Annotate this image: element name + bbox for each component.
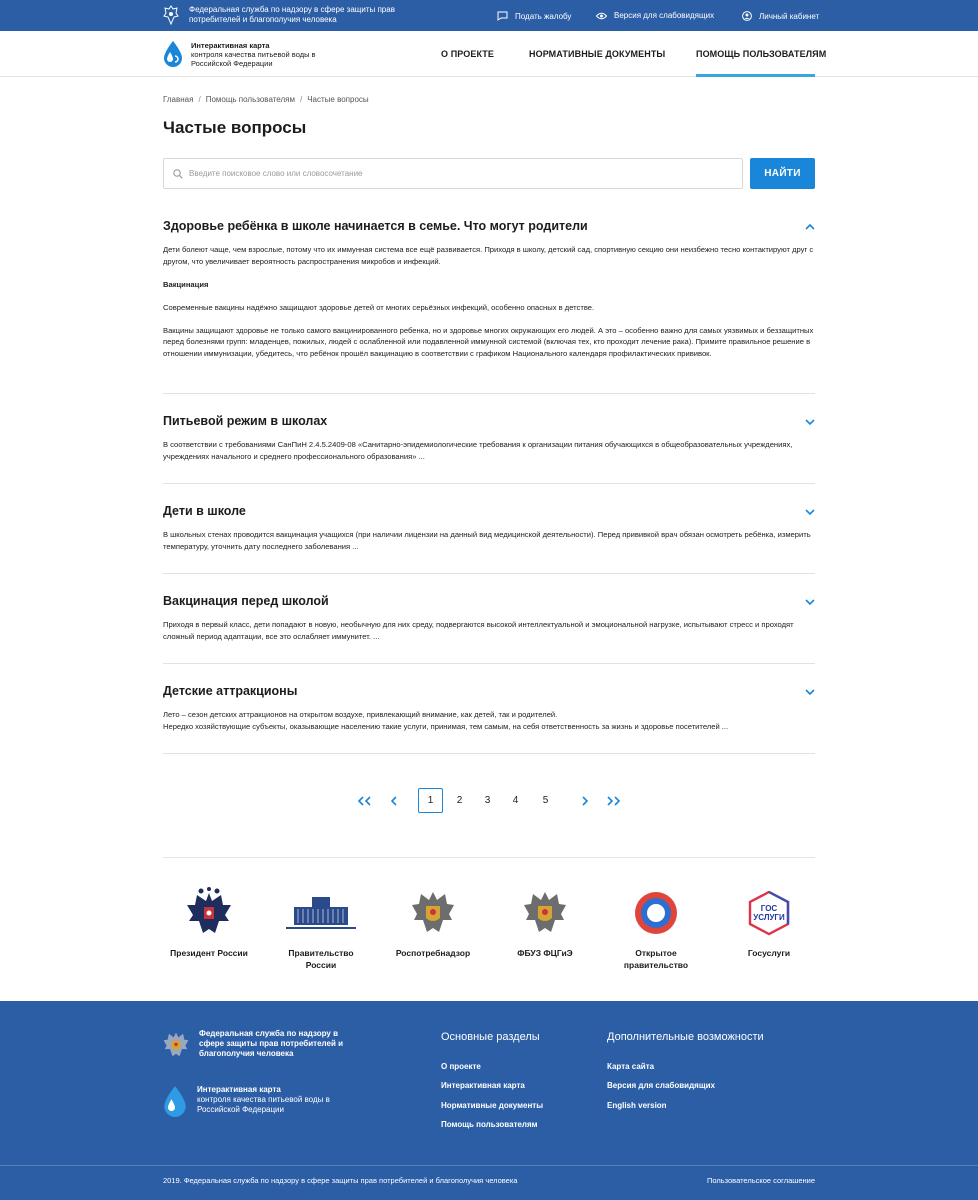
partner-fcgie[interactable] <box>500 885 590 959</box>
faq-answer <box>163 244 815 371</box>
faq-subheading: Вакцинация <box>163 279 209 289</box>
water-drop-icon <box>163 1085 187 1117</box>
site-header <box>0 31 978 77</box>
footer-link-documents[interactable]: Нормативные документы <box>441 1101 544 1110</box>
faq-title[interactable]: Вакцинация перед школой <box>163 594 329 608</box>
nav-active-indicator <box>696 74 815 77</box>
site-footer <box>0 1001 978 1200</box>
chevron-down-icon[interactable] <box>805 509 815 516</box>
account-link[interactable] <box>742 11 819 21</box>
faq-answer <box>163 529 815 564</box>
gosuslugi-logo-text: ГОС <box>760 904 778 913</box>
chevron-down-icon[interactable] <box>805 599 815 606</box>
partner-rospotrebnadzor[interactable] <box>388 885 478 959</box>
footer-link-english[interactable]: English version <box>607 1101 667 1110</box>
footer-link-help[interactable]: Помощь пользователям <box>441 1120 538 1129</box>
chevron-right-icon <box>581 796 589 806</box>
user-icon <box>742 11 752 21</box>
topbar-org[interactable] <box>163 5 409 25</box>
search-input[interactable] <box>189 159 729 188</box>
footer-logo[interactable] <box>163 1085 357 1117</box>
faq-paragraph: Вакцины защищают здоровье не только самого вакцинированного ребенка, но и здоровье многих окружающих его людей. А это – особенно важно для самых уязвимых и беззащитных перед болезнями групп: младенцев, пожилых, людей с ослабленной или подавленной иммунной системой (включая тех, кто проходит лечение рака). Примите правильное решение в отношении иммунизации, убедитесь, что ребёнок прошёл вакцинацию в соответствии с графиком Национального календаря профилактических прививок. <box>163 325 814 358</box>
faq-paragraph: Лето – сезон детских аттракционов на открытом воздухе, привлекающий внимание, как детей, так и родителей. <box>163 710 558 719</box>
partner-president[interactable] <box>164 885 254 959</box>
first-page-button[interactable] <box>351 788 376 813</box>
last-page-button[interactable] <box>601 788 626 813</box>
government-building-icon <box>286 895 356 931</box>
breadcrumb-current: Частые вопросы <box>307 95 369 104</box>
footer-org-text: Федеральная служба по надзору в сфере защиты прав потребителей и благополучия человека <box>199 1029 343 1058</box>
prev-page-button[interactable] <box>381 788 406 813</box>
rospotrebnadzor-emblem-icon <box>163 1029 189 1061</box>
search-button[interactable]: НАЙТИ <box>750 158 815 189</box>
footer-terms-link[interactable]: Пользовательское соглашение <box>706 1176 815 1185</box>
breadcrumb-help[interactable]: Помощь пользователям <box>205 95 295 104</box>
partner-name: Роспотребнадзор <box>395 948 471 958</box>
gosuslugi-logo <box>747 890 791 936</box>
nav-help[interactable]: ПОМОЩЬ ПОЛЬЗОВАТЕЛЯМ <box>696 49 827 59</box>
chevron-down-icon[interactable] <box>805 419 815 426</box>
logo-title: Интерактивная карта <box>191 41 270 50</box>
section-divider <box>163 857 815 858</box>
footer-col-main-title: Основные разделы <box>441 1031 540 1043</box>
page-button[interactable]: 2 <box>456 795 463 806</box>
search-box <box>163 158 743 189</box>
eye-icon <box>596 12 607 20</box>
top-bar <box>0 0 978 31</box>
page-button[interactable]: 5 <box>542 795 549 806</box>
partner-name: Госуслуги <box>747 948 791 958</box>
account-label: Личный кабинет <box>759 11 820 21</box>
rospotrebnadzor-emblem-icon <box>411 888 455 938</box>
page-button[interactable]: 4 <box>512 795 519 806</box>
footer-divider <box>0 1165 978 1166</box>
partner-name: ФБУЗ ФЦГиЭ <box>517 948 573 958</box>
faq-answer <box>163 619 815 654</box>
faq-paragraph: В соответствии с требованиями СанПиН 2.4.5.2409-08 «Санитарно-эпидемиологические требования к организации питания обучающихся в общеобразовательных учреждениях, учреждениях начального и среднего профессионального образования» ... <box>163 440 793 461</box>
pagination <box>0 788 978 814</box>
page-button[interactable]: 3 <box>484 795 491 806</box>
accessible-version-label: Версия для слабовидящих <box>614 11 715 20</box>
footer-link-sitemap[interactable]: Карта сайта <box>607 1062 655 1071</box>
faq-paragraph: Нередко хозяйствующие субъекты, оказывающие населению такие услуги, принимая, тем самым, на себя ответственность за жизнь и здоровье посетителей ... <box>163 721 729 731</box>
footer-logo-text <box>197 1085 357 1115</box>
topbar-org-text: Федеральная служба по надзору в сфере защиты прав потребителей и благополучия человека <box>189 5 395 24</box>
breadcrumb-home[interactable]: Главная <box>163 95 194 104</box>
footer-logo-title: Интерактивная карта <box>197 1085 281 1094</box>
fcgie-emblem-icon <box>523 888 567 938</box>
footer-copyright: 2019. Федеральная служба по надзору в сфере защиты прав потребителей и благополучия человека <box>163 1176 518 1185</box>
double-chevron-left-icon <box>356 796 372 806</box>
faq-title[interactable]: Здоровье ребёнка в школе начинается в семье. Что могут родители <box>163 219 588 233</box>
nav-documents[interactable]: НОРМАТИВНЫЕ ДОКУМЕНТЫ <box>529 49 666 59</box>
faq-title[interactable]: Дети в школе <box>163 504 246 518</box>
next-page-button[interactable] <box>572 788 597 813</box>
faq-title[interactable]: Питьевой режим в школах <box>163 414 328 428</box>
footer-org[interactable] <box>163 1029 359 1061</box>
complaint-label: Подать жалобу <box>515 11 572 21</box>
page-title: Частые вопросы <box>163 118 307 137</box>
faq-answer <box>163 709 815 744</box>
chevron-down-icon[interactable] <box>805 689 815 696</box>
nav-about[interactable]: О ПРОЕКТЕ <box>441 49 494 59</box>
emblem-icon <box>163 5 179 25</box>
faq-item <box>163 664 815 754</box>
breadcrumb-separator: / <box>299 95 303 104</box>
faq-paragraph: В школьных стенах проводится вакцинация учащихся (при наличии лицензии на данный вид медицинской деятельности). Перед прививкой врач обязан осмотреть ребёнка, измерить температуру, уточнить дату последнего заболевания ... <box>163 530 811 551</box>
faq-item <box>163 484 815 574</box>
complaint-link[interactable] <box>497 11 571 21</box>
partner-name: Президент России <box>170 948 248 958</box>
gosuslugi-logo-text: УСЛУГИ <box>753 913 785 922</box>
chat-icon <box>497 11 508 21</box>
footer-logo-subtitle: контроля качества питьевой воды в Российской Федерации <box>197 1095 330 1114</box>
faq-answer <box>163 439 815 474</box>
footer-link-about[interactable]: О проекте <box>441 1062 481 1071</box>
faq-title[interactable]: Детские аттракционы <box>163 684 298 698</box>
partner-open-government[interactable] <box>611 885 701 971</box>
chevron-up-icon[interactable] <box>805 223 815 230</box>
accessible-version-link[interactable] <box>596 11 714 20</box>
search-icon <box>173 169 183 179</box>
faq-paragraph: Современные вакцины надёжно защищают здоровье детей от многих серьёзных инфекций, особенно опасных в детстве. <box>163 302 595 312</box>
logo-subtitle: контроля качества питьевой воды в Российской Федерации <box>191 50 316 68</box>
faq-paragraph: Дети болеют чаще, чем взрослые, потому что их иммунная система все ещё развивается. Приходя в школу, детский сад, спортивную секцию они неизбежно тесно контактируют друг с другом, что увеличивает вероятность распространения микробов и инфекций. <box>163 245 814 266</box>
open-government-logo <box>633 890 679 936</box>
footer-link-accessible[interactable]: Версия для слабовидящих <box>607 1081 715 1090</box>
faq-paragraph: Приходя в первый класс, дети попадают в новую, необычную для них среду, подвергаются высокой интеллектуальной и эмоциональной нагрузке, испытывают стресс и проходят сложный период адаптации, все это ослабляет иммунитет. ... <box>163 620 794 641</box>
footer-link-map[interactable]: Интерактивная карта <box>441 1081 525 1090</box>
partner-gosuslugi[interactable] <box>724 885 814 959</box>
logo-text <box>191 41 341 68</box>
water-drop-icon <box>163 40 183 67</box>
faq-item <box>163 215 815 394</box>
partner-government[interactable] <box>276 885 366 971</box>
faq-item <box>163 574 815 664</box>
breadcrumb <box>163 95 369 104</box>
partner-name: Открытое правительство <box>623 948 689 970</box>
partner-name: Правительство России <box>288 948 354 970</box>
footer-col-extra-title: Дополнительные возможности <box>607 1031 764 1043</box>
faq-item <box>163 394 815 484</box>
chevron-left-icon <box>390 796 398 806</box>
site-logo[interactable] <box>163 40 341 68</box>
breadcrumb-separator: / <box>198 95 201 104</box>
russia-emblem-icon <box>185 887 233 939</box>
double-chevron-right-icon <box>606 796 622 806</box>
page-button-current[interactable]: 1 <box>418 788 443 813</box>
